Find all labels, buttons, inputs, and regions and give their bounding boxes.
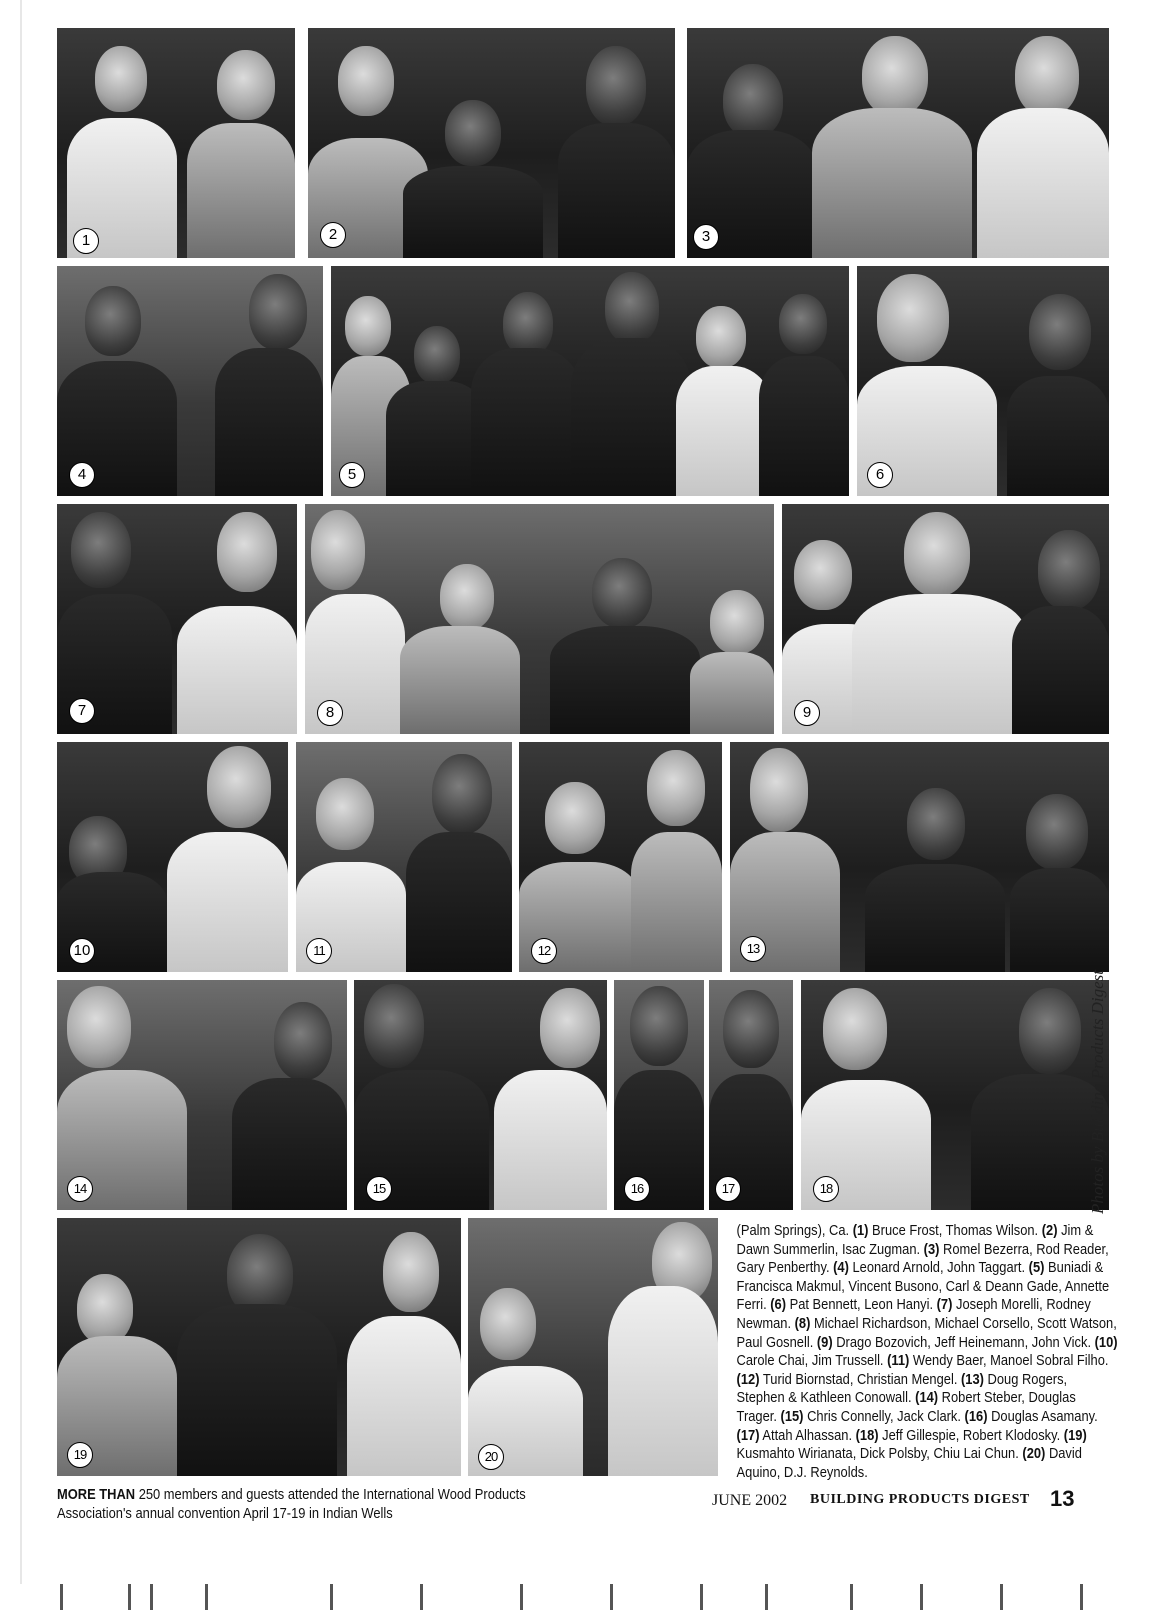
caption-text: Romel Bezerra, Rod Reader, Gary Penberthy. [736,1240,1109,1277]
photo-5 [331,266,849,496]
caption-text: Michael Richardson, Michael Corsello, Scott Watson, Paul Gosnell. [736,1314,1117,1351]
caption-num: (7) [936,1296,953,1314]
photo-13 [730,742,1109,972]
caption-num: (19) [1063,1426,1087,1444]
caption-num: (15) [780,1407,804,1425]
caption-num: (20) [1022,1445,1046,1463]
caption-num: (8) [794,1314,811,1332]
photo-number-14: 14 [67,1176,93,1202]
photo-number-9: 9 [794,700,820,726]
photo-10 [57,742,288,972]
caption-text: Turid Biornstad, Christian Mengel. [759,1370,961,1388]
caption-num: (10) [1094,1333,1118,1351]
photo-number-3: 3 [693,224,719,250]
bottom-edge-marks [0,1584,1173,1610]
photo-12 [519,742,722,972]
photo-9 [782,504,1109,734]
photo-number-6: 6 [867,462,893,488]
caption-lead-bold: MORE THAN [57,1486,136,1503]
photo-number-17: 17 [715,1176,741,1202]
caption-text: Jim & Dawn Summerlin, Isac Zugman. [736,1222,1094,1258]
caption-num: (5) [1028,1259,1045,1277]
caption-text: Kusmahto Wirianata, Dick Polsby, Chiu Lai Chun. [736,1445,1023,1463]
caption-num: (17) [736,1426,760,1444]
caption-text: Buniadi & Francisca Makmul, Vincent Busono, Carl & Deann Gade, Annette Ferri. [736,1259,1110,1314]
photo-6 [857,266,1109,496]
caption-text: Jeff Gillespie, Robert Klodosky. [878,1426,1064,1444]
publication-name: BUILDING PRODUCTS DIGEST [810,1492,1030,1507]
photo-number-11: 11 [306,938,332,964]
caption-num: (16) [964,1407,988,1425]
caption-text: Leonard Arnold, John Taggart. [848,1259,1029,1277]
caption-num: (9) [816,1333,833,1351]
caption-text: Wendy Baer, Manoel Sobral Filho. [909,1352,1109,1370]
photo-number-13: 13 [740,936,766,962]
photo-7 [57,504,297,734]
caption-text: David Aquino, D.J. Reynolds. [736,1445,1082,1481]
photo-number-10: 10 [69,938,95,964]
photo-number-8: 8 [317,700,343,726]
caption-text: Chris Connelly, Jack Clark. [803,1407,965,1425]
caption-num: (3) [923,1240,940,1258]
caption-text: Bruce Frost, Thomas Wilson. [868,1222,1042,1239]
photo-number-12: 12 [531,938,557,964]
caption-text: Attah Alhassan. [759,1426,856,1444]
photo-number-5: 5 [339,462,365,488]
photo-18 [801,980,1109,1210]
caption-continued: (Palm Springs), Ca. [736,1222,850,1239]
photo-credit: Photos by Building Products Digest [1088,970,1107,1214]
caption-num: (2) [1041,1222,1058,1239]
caption-num: (14) [915,1389,939,1407]
issue-date: JUNE 2002 [712,1492,788,1509]
photo-17 [709,980,793,1210]
photo-number-1: 1 [73,228,99,254]
photo-3 [687,28,1109,258]
caption-text: Carole Chai, Jim Trussell. [736,1352,888,1370]
caption-num: (11) [887,1352,910,1370]
caption-names [611,1222,1118,1482]
caption-intro [57,1486,590,1523]
photo-number-2: 2 [320,222,346,248]
caption-text: Joseph Morelli, Rodney Newman. [736,1296,1091,1332]
caption-lead-text: 250 members and guests attended the International Wood Products Association's annual convention April 17-19 in Indian Wells [57,1486,526,1522]
caption-num: (12) [736,1370,760,1388]
caption-text: Doug Rogers, Stephen & Kathleen Conowall. [736,1370,1068,1407]
photo-number-20: 20 [478,1444,504,1470]
photo-2 [308,28,675,258]
photo-15 [354,980,607,1210]
photo-8 [305,504,774,734]
caption-names-top [611,1222,1118,1482]
photo-1 [57,28,295,258]
caption-text: Drago Bozovich, Jeff Heinemann, John Vick. [832,1333,1095,1351]
caption-text: Pat Bennett, Leon Hanyi. [786,1296,937,1314]
caption-num: (13) [960,1370,984,1388]
photo-number-4: 4 [69,462,95,488]
caption-num: (1) [852,1222,869,1239]
caption-num: (4) [833,1259,849,1277]
photo-11 [296,742,512,972]
photo-4 [57,266,323,496]
page-edge-line [20,0,22,1610]
photo-number-19: 19 [67,1442,93,1468]
page-number: 13 [1050,1486,1075,1511]
photo-14 [57,980,347,1210]
photo-number-16: 16 [624,1176,650,1202]
photo-19 [57,1218,461,1476]
caption-text: Robert Steber, Douglas Trager. [736,1389,1076,1425]
photo-number-7: 7 [69,698,95,724]
caption-num: (6) [770,1296,787,1314]
photo-number-15: 15 [366,1176,392,1202]
caption-text: Douglas Asamany. [987,1407,1098,1425]
photo-number-18: 18 [813,1176,839,1202]
caption-num: (18) [855,1426,879,1444]
photo-16 [614,980,704,1210]
